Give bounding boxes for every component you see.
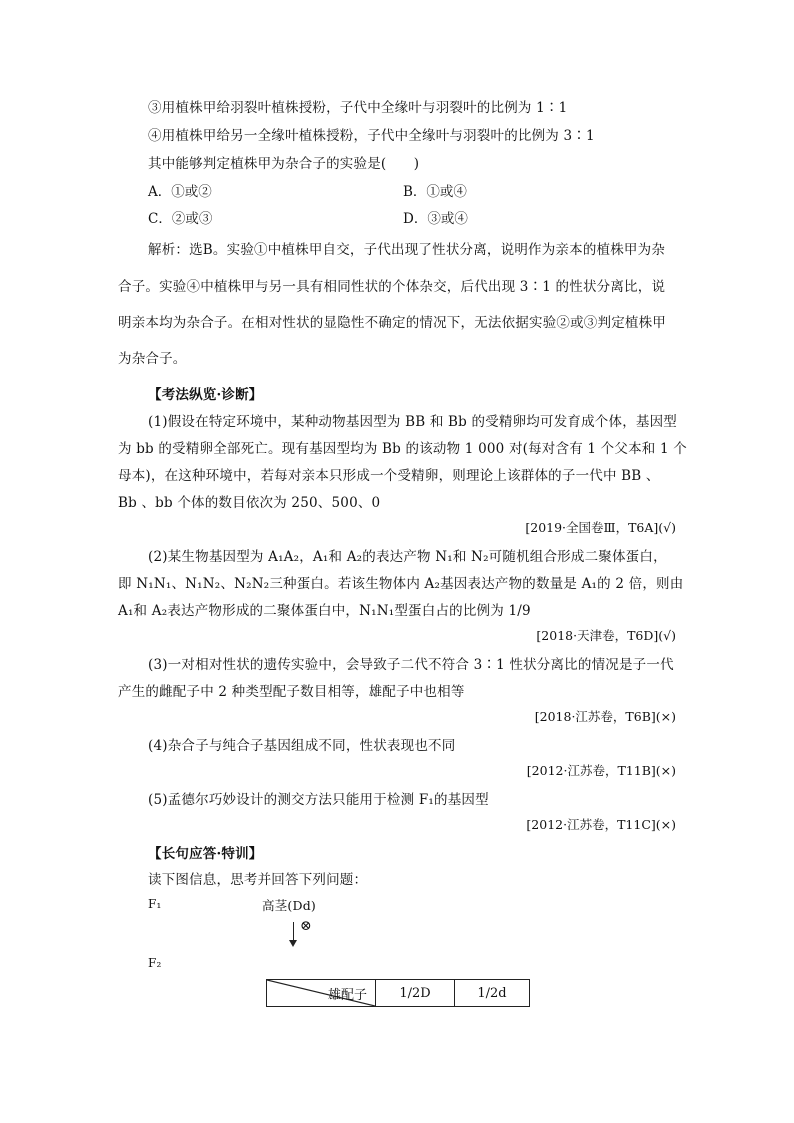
source-citation: [2012·江苏卷，T11C](×) bbox=[526, 817, 676, 832]
explanation-line: 合子。实验④中植株甲与另一具有相同性状的个体杂交，后代出现 3∶1 的性状分离比，说 bbox=[118, 279, 666, 295]
self-cross-symbol: ⊗ bbox=[300, 918, 312, 934]
item-line: 产生的雌配子中 2 种类型配子数目相等，雄配子中也相等 bbox=[118, 684, 465, 700]
f1-label: F₁ bbox=[148, 897, 162, 911]
explanation-line: 解析：选B。实验①中植株甲自交，子代出现了性状分离，说明作为亲本的植株甲为杂 bbox=[148, 242, 666, 258]
question-text: 其中能够判定植株甲为杂合子的实验是( ) bbox=[148, 156, 420, 172]
explanation-line: 明亲本均为杂合子。在相对性状的显隐性不确定的情况下，无法依据实验②或③判定植株甲 bbox=[118, 315, 666, 331]
prompt-text: 读下图信息，思考并回答下列问题： bbox=[148, 872, 368, 888]
item-line: Bb 、bb 个体的数目依次为 250、500、0 bbox=[118, 495, 381, 511]
arrow-head-icon bbox=[289, 940, 297, 947]
down-arrow-icon bbox=[293, 922, 294, 942]
source-citation: [2018·江苏卷，T6B](×) bbox=[534, 709, 676, 724]
explanation-line: 为杂合子。 bbox=[118, 351, 187, 367]
table-row bbox=[267, 980, 530, 1007]
f1-plant-label: 高茎(Dd) bbox=[262, 898, 316, 913]
table-cell: 1/2d bbox=[455, 980, 530, 1007]
item-line: A₁和 A₂表达产物形成的二聚体蛋白中，N₁N₁型蛋白占的比例为 1/9 bbox=[118, 603, 531, 619]
table-header-male-gametes bbox=[267, 980, 376, 1007]
section-heading-long-answer: 【长句应答·特训】 bbox=[148, 846, 263, 862]
item-line: 即 N₁N₁、N₁N₂、N₂N₂三种蛋白。若该生物体内 A₂基因表达产物的数量是 A₁的 2 倍，则由 bbox=[118, 576, 684, 592]
statement-4: ④用植株甲给另一全缘叶植株授粉，子代中全缘叶与羽裂叶的比例为 3∶1 bbox=[148, 128, 595, 144]
choice-d: D．③或④ bbox=[403, 211, 468, 227]
item-line: 母本)，在这种环境中，若每对亲本只形成一个受精卵，则理论上该群体的子一代中 BB 、 bbox=[118, 468, 660, 484]
male-gametes-label: 雄配子 bbox=[327, 988, 367, 1003]
choice-a: A．①或② bbox=[148, 184, 212, 200]
section-heading-diagnosis: 【考法纵览·诊断】 bbox=[148, 387, 263, 403]
gamete-table bbox=[266, 979, 530, 1007]
item-line: (1)假设在特定环境中，某种动物基因型为 BB 和 Bb 的受精卵均可发育成个体，基因型 bbox=[148, 414, 677, 430]
table-cell: 1/2D bbox=[376, 980, 455, 1007]
item-line: (3)一对相对性状的遗传实验中，会导致子二代不符合 3∶1 性状分离比的情况是子一代 bbox=[148, 657, 674, 673]
choice-b: B．①或④ bbox=[403, 184, 467, 200]
item-line: 为 bb 的受精卵全部死亡。现有基因型均为 Bb 的该动物 1 000 对(每对含有 1 个父本和 1 个 bbox=[118, 441, 687, 457]
source-citation: [2018·天津卷，T6D](√) bbox=[536, 628, 676, 643]
choice-c: C．②或③ bbox=[148, 211, 213, 227]
item-line: (4)杂合子与纯合子基因组成不同，性状表现也不同 bbox=[148, 738, 456, 754]
f2-label: F₂ bbox=[148, 956, 162, 970]
source-citation: [2019·全国卷Ⅲ，T6A](√) bbox=[525, 520, 676, 535]
item-line: (2)某生物基因型为 A₁A₂，A₁和 A₂的表达产物 N₁和 N₂可随机组合形成二聚体蛋白， bbox=[148, 549, 667, 565]
statement-3: ③用植株甲给羽裂叶植株授粉，子代中全缘叶与羽裂叶的比例为 1∶1 bbox=[148, 100, 568, 116]
source-citation: [2012·江苏卷，T11B](×) bbox=[526, 763, 676, 778]
item-line: (5)孟德尔巧妙设计的测交方法只能用于检测 F₁的基因型 bbox=[148, 792, 489, 808]
